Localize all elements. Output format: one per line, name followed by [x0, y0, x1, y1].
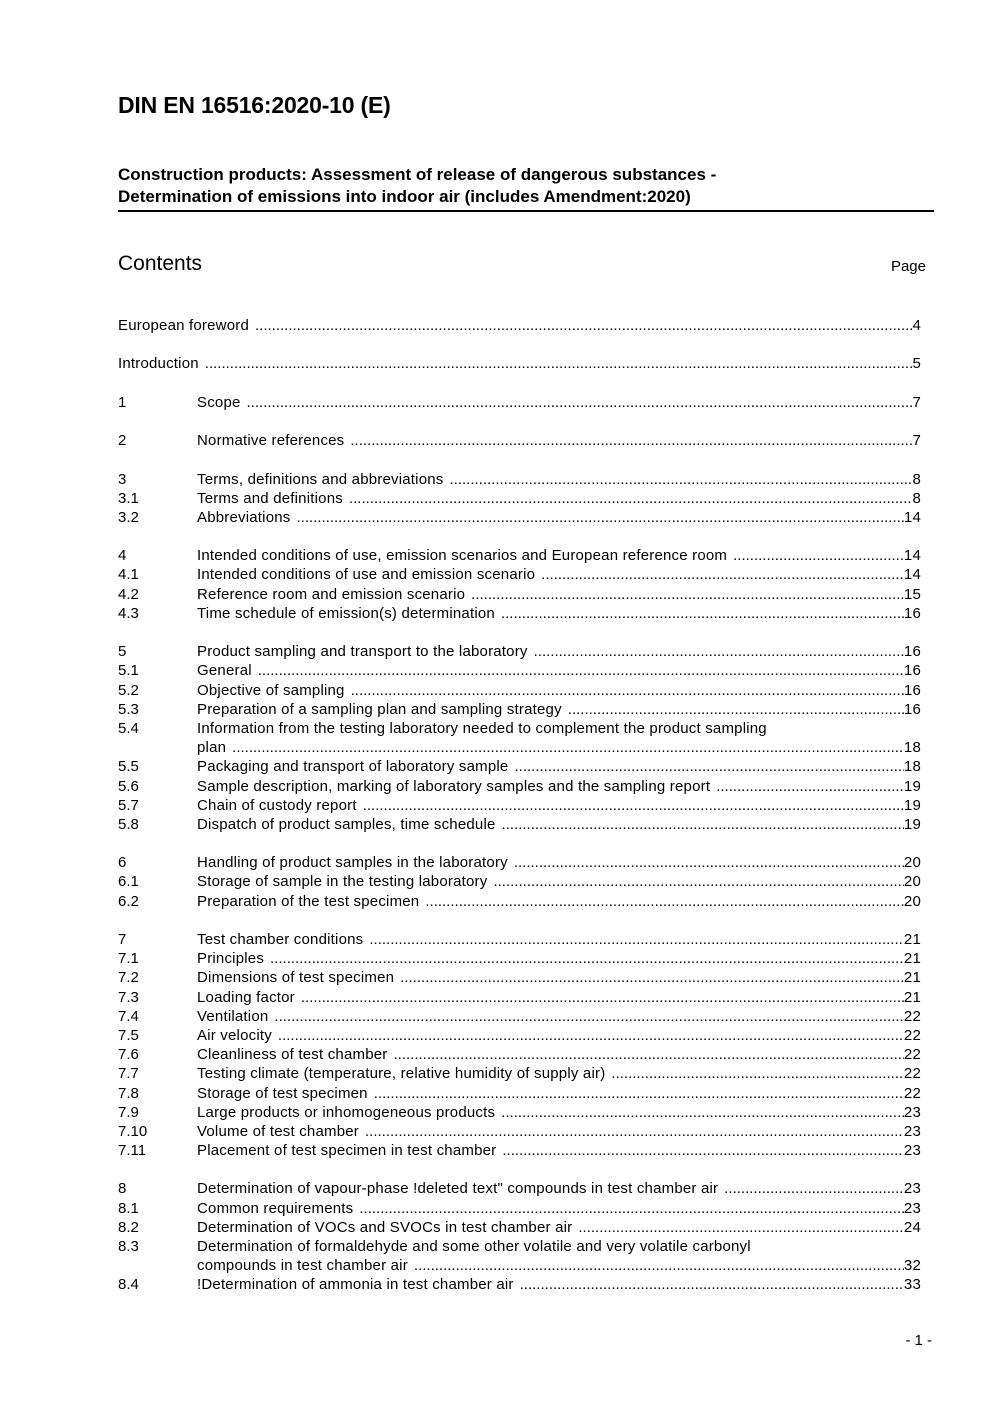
toc-number: 7.6: [118, 1046, 139, 1064]
toc-entry-7[interactable]: [118, 930, 921, 949]
toc-page: 23: [903, 1103, 921, 1121]
toc-title: Air velocity: [197, 1026, 272, 1044]
toc-entry-7-5[interactable]: [118, 1026, 921, 1045]
toc-page: 7: [912, 432, 921, 450]
leader-dots: [297, 508, 904, 527]
leader-dots: [351, 681, 904, 700]
toc-number: 8: [118, 1180, 127, 1198]
toc-number: 4.3: [118, 604, 139, 622]
toc-number: 6: [118, 854, 127, 872]
toc-page: 20: [903, 892, 921, 910]
toc-entry-5-3[interactable]: [118, 700, 921, 719]
toc-title: Intended conditions of use, emission scenarios and European reference room: [197, 547, 728, 565]
toc-title: Testing climate (temperature, relative humidity of supply air): [197, 1065, 606, 1083]
toc-title: Intended conditions of use and emission scenario: [197, 566, 536, 584]
leader-dots: [724, 1179, 904, 1198]
toc-entry-6-1[interactable]: [118, 872, 921, 891]
toc-entry-3-2[interactable]: [118, 508, 921, 527]
toc-entry-5[interactable]: [118, 642, 921, 661]
toc-entry-7-11[interactable]: [118, 1141, 921, 1160]
toc-number: 5.7: [118, 796, 139, 814]
leader-dots: [255, 316, 912, 335]
toc-entry-7-9[interactable]: [118, 1103, 921, 1122]
toc-page: 14: [903, 566, 921, 584]
toc-page: 4: [912, 317, 921, 334]
toc-page: 21: [903, 950, 921, 968]
toc-number: 7.8: [118, 1084, 139, 1102]
toc-title: Common requirements: [197, 1199, 354, 1217]
page-number: - 1 -: [905, 1332, 932, 1349]
leader-dots: [274, 1007, 903, 1026]
leader-dots: [258, 661, 904, 680]
leader-dots: [514, 853, 904, 872]
toc-entry-6-2[interactable]: [118, 892, 921, 911]
subtitle-line-2: Determination of emissions into indoor air (includes Amendment:2020): [118, 187, 691, 206]
toc-title: Abbreviations: [197, 508, 291, 526]
toc-title: Volume of test chamber: [197, 1122, 359, 1140]
toc-entry-5-6[interactable]: [118, 777, 921, 796]
toc-title: Product sampling and transport to the laboratory: [197, 643, 528, 661]
toc-title: Determination of VOCs and SVOCs in test chamber air: [197, 1218, 573, 1236]
toc-title-line-2: plan: [197, 739, 227, 757]
leader-dots: [733, 546, 904, 565]
leader-dots: [578, 1218, 904, 1237]
toc-number: 5: [118, 643, 127, 661]
toc-entry-5-2[interactable]: [118, 681, 921, 700]
leader-dots: [363, 796, 904, 815]
toc-title: Introduction: [118, 355, 199, 373]
toc-number: 7.10: [118, 1122, 148, 1140]
toc-page: 32: [903, 1257, 921, 1275]
leader-dots: [501, 604, 904, 623]
toc-title: Sample description, marking of laboratory samples and the sampling report: [197, 777, 711, 795]
toc-page: 8: [912, 489, 921, 507]
toc-entry-7-4[interactable]: [118, 1007, 921, 1026]
toc-page: 15: [903, 585, 921, 603]
toc-entry-8-3-cont[interactable]: [118, 1256, 921, 1275]
leader-dots: [365, 1122, 904, 1141]
toc-page: 5: [912, 355, 921, 373]
toc-number: 8.4: [118, 1276, 139, 1294]
toc-entry-1[interactable]: [118, 393, 921, 412]
toc-entry-8-1[interactable]: [118, 1199, 921, 1218]
leader-dots: [502, 1141, 904, 1160]
leader-dots: [493, 872, 903, 891]
document-subtitle: [118, 164, 934, 212]
toc-number: 3.2: [118, 508, 139, 526]
toc-number: 4.1: [118, 566, 139, 584]
leader-dots: [369, 930, 904, 949]
toc-number: 1: [118, 393, 127, 411]
toc-page: 24: [903, 1218, 921, 1236]
toc-number: 5.2: [118, 681, 139, 699]
toc-title: !Determination of ammonia in test chamber air: [197, 1276, 514, 1294]
toc-number: 7.1: [118, 950, 139, 968]
toc-number: 7.4: [118, 1007, 139, 1025]
toc-title: Cleanliness of test chamber: [197, 1046, 388, 1064]
leader-dots: [301, 988, 904, 1007]
toc-title: Storage of test specimen: [197, 1084, 368, 1102]
toc-title: Reference room and emission scenario: [197, 585, 466, 603]
leader-dots: [520, 1275, 904, 1294]
toc-title: Objective of sampling: [197, 681, 345, 699]
leader-dots: [611, 1064, 904, 1083]
toc-entry-8[interactable]: [118, 1179, 921, 1198]
toc-number: 6.1: [118, 873, 139, 891]
toc-page: 16: [903, 681, 921, 699]
toc-page: 16: [903, 700, 921, 718]
toc-title: Chain of custody report: [197, 796, 357, 814]
leader-dots: [394, 1045, 904, 1064]
toc-entry-3-1[interactable]: [118, 489, 921, 508]
toc-number: 3: [118, 470, 127, 488]
leader-dots: [568, 700, 904, 719]
toc-entry-5-4-cont[interactable]: [118, 738, 921, 757]
toc-page: 8: [912, 470, 921, 488]
toc-number: 5.1: [118, 662, 139, 680]
leader-dots: [232, 738, 904, 757]
toc-number: 2: [118, 432, 127, 450]
toc-entry-7-6[interactable]: [118, 1045, 921, 1064]
toc-number: 7.7: [118, 1065, 139, 1083]
toc-number: 7.9: [118, 1103, 139, 1121]
toc-entry-3[interactable]: [118, 470, 921, 489]
toc-number: 5.5: [118, 758, 139, 776]
toc-page: 20: [903, 873, 921, 891]
toc-entry-4-3[interactable]: [118, 604, 921, 623]
toc-number: 5.4: [118, 719, 139, 737]
toc-page: 23: [903, 1122, 921, 1140]
toc-page: 22: [903, 1007, 921, 1025]
leader-dots: [247, 393, 913, 412]
toc-page: 21: [903, 969, 921, 987]
toc-entry-4[interactable]: [118, 546, 921, 565]
leader-dots: [502, 815, 904, 834]
toc-entry-8-4[interactable]: [118, 1275, 921, 1294]
contents-heading: Contents: [118, 252, 203, 275]
toc-title-line-1: Determination of formaldehyde and some other volatile and very volatile carbonyl: [197, 1238, 751, 1255]
toc-page: 22: [903, 1065, 921, 1083]
toc-number: 8.2: [118, 1218, 139, 1236]
toc-entry-5-4[interactable]: [118, 719, 921, 738]
toc-entry-4-1[interactable]: [118, 565, 921, 584]
toc-entry-7-3[interactable]: [118, 988, 921, 1007]
toc-entry-5-7[interactable]: [118, 796, 921, 815]
toc-entry-7-7[interactable]: [118, 1064, 921, 1083]
toc-title: Terms and definitions: [197, 489, 343, 507]
toc-number: 7: [118, 931, 127, 948]
toc-page: 16: [903, 643, 921, 661]
toc-entry-5-1[interactable]: [118, 661, 921, 680]
toc-title: General: [197, 662, 252, 680]
toc-title: Determination of vapour-phase !deleted text" compounds in test chamber air: [197, 1180, 719, 1198]
toc-page: 21: [903, 931, 921, 948]
toc-page: 19: [903, 796, 921, 814]
toc-number: 5.3: [118, 700, 139, 718]
toc-entry-7-2[interactable]: [118, 968, 921, 987]
toc-page: 23: [903, 1142, 921, 1160]
toc-page: 23: [903, 1199, 921, 1217]
toc-entry-introduction[interactable]: [118, 354, 921, 373]
leader-dots: [205, 354, 913, 373]
toc-page: 7: [912, 393, 921, 411]
toc-number: 6.2: [118, 892, 139, 910]
toc-page: 22: [903, 1046, 921, 1064]
table-of-contents: [118, 316, 921, 1295]
toc-title: Handling of product samples in the laboratory: [197, 854, 508, 872]
toc-page: 19: [903, 815, 921, 833]
toc-page: 19: [903, 777, 921, 795]
toc-title: Loading factor: [197, 988, 295, 1006]
toc-title: Large products or inhomogeneous products: [197, 1103, 496, 1121]
toc-title: Dimensions of test specimen: [197, 969, 395, 987]
leader-dots: [534, 642, 904, 661]
toc-number: 4: [118, 547, 127, 565]
leader-dots: [541, 565, 904, 584]
toc-title: Principles: [197, 950, 265, 968]
toc-page: 22: [903, 1026, 921, 1044]
toc-title-line-2: compounds in test chamber air: [197, 1257, 408, 1275]
toc-entry-8-3[interactable]: [118, 1237, 921, 1256]
leader-dots: [278, 1026, 904, 1045]
leader-dots: [359, 1199, 904, 1218]
toc-title: Ventilation: [197, 1007, 269, 1025]
leader-dots: [716, 777, 904, 796]
leader-dots: [400, 968, 904, 987]
document-title: DIN EN 16516:2020-10 (E): [118, 92, 391, 118]
toc-page: 18: [903, 739, 921, 757]
toc-title: Normative references: [197, 432, 345, 450]
toc-page: 33: [903, 1276, 921, 1294]
leader-dots: [374, 1084, 904, 1103]
leader-dots: [270, 949, 904, 968]
toc-entry-8-2[interactable]: [118, 1218, 921, 1237]
toc-number: 5.6: [118, 777, 139, 795]
toc-number: 8.3: [118, 1238, 139, 1255]
toc-entry-5-5[interactable]: [118, 757, 921, 776]
toc-page: 22: [903, 1084, 921, 1102]
toc-page: 18: [903, 758, 921, 776]
toc-entry-7-10[interactable]: [118, 1122, 921, 1141]
toc-page: 20: [903, 854, 921, 872]
toc-title: Test chamber conditions: [197, 931, 364, 948]
leader-dots: [425, 892, 904, 911]
toc-title: Time schedule of emission(s) determination: [197, 604, 495, 622]
toc-entry-foreword[interactable]: [118, 316, 921, 335]
toc-number: 7.2: [118, 969, 139, 987]
toc-entry-5-8[interactable]: [118, 815, 921, 834]
toc-page: 14: [903, 547, 921, 565]
toc-entry-7-1[interactable]: [118, 949, 921, 968]
toc-page: 16: [903, 662, 921, 680]
toc-page: 14: [903, 508, 921, 526]
toc-title: Scope: [197, 393, 241, 411]
toc-entry-6[interactable]: [118, 853, 921, 872]
toc-number: 3.1: [118, 489, 139, 507]
leader-dots: [414, 1256, 904, 1275]
toc-title: Preparation of a sampling plan and sampling strategy: [197, 700, 562, 718]
toc-entry-4-2[interactable]: [118, 585, 921, 604]
toc-title: Placement of test specimen in test chamber: [197, 1142, 497, 1160]
toc-entry-2[interactable]: [118, 431, 921, 450]
toc-entry-7-8[interactable]: [118, 1084, 921, 1103]
toc-title-line-1: Information from the testing laboratory needed to complement the product sampling: [197, 719, 767, 737]
leader-dots: [514, 757, 903, 776]
page-column-label: Page: [890, 258, 926, 275]
toc-title: Dispatch of product samples, time schedule: [197, 815, 496, 833]
toc-number: 8.1: [118, 1199, 139, 1217]
toc-title: Storage of sample in the testing laboratory: [197, 873, 488, 891]
leader-dots: [349, 489, 913, 508]
toc-page: 23: [903, 1180, 921, 1198]
toc-title: Terms, definitions and abbreviations: [197, 470, 444, 488]
subtitle-line-1: Construction products: Assessment of release of dangerous substances -: [118, 165, 717, 184]
toc-title: European foreword: [118, 317, 249, 334]
toc-number: 7.5: [118, 1026, 139, 1044]
toc-number: 5.8: [118, 815, 139, 833]
toc-number: 4.2: [118, 585, 139, 603]
leader-dots: [450, 470, 913, 489]
leader-dots: [501, 1103, 904, 1122]
leader-dots: [471, 585, 904, 604]
leader-dots: [350, 431, 912, 450]
toc-number: 7.11: [118, 1142, 147, 1160]
toc-page: 16: [903, 604, 921, 622]
toc-title: Packaging and transport of laboratory sample: [197, 758, 509, 776]
toc-title: Preparation of the test specimen: [197, 892, 420, 910]
toc-number: 7.3: [118, 988, 139, 1006]
toc-page: 21: [903, 988, 921, 1006]
